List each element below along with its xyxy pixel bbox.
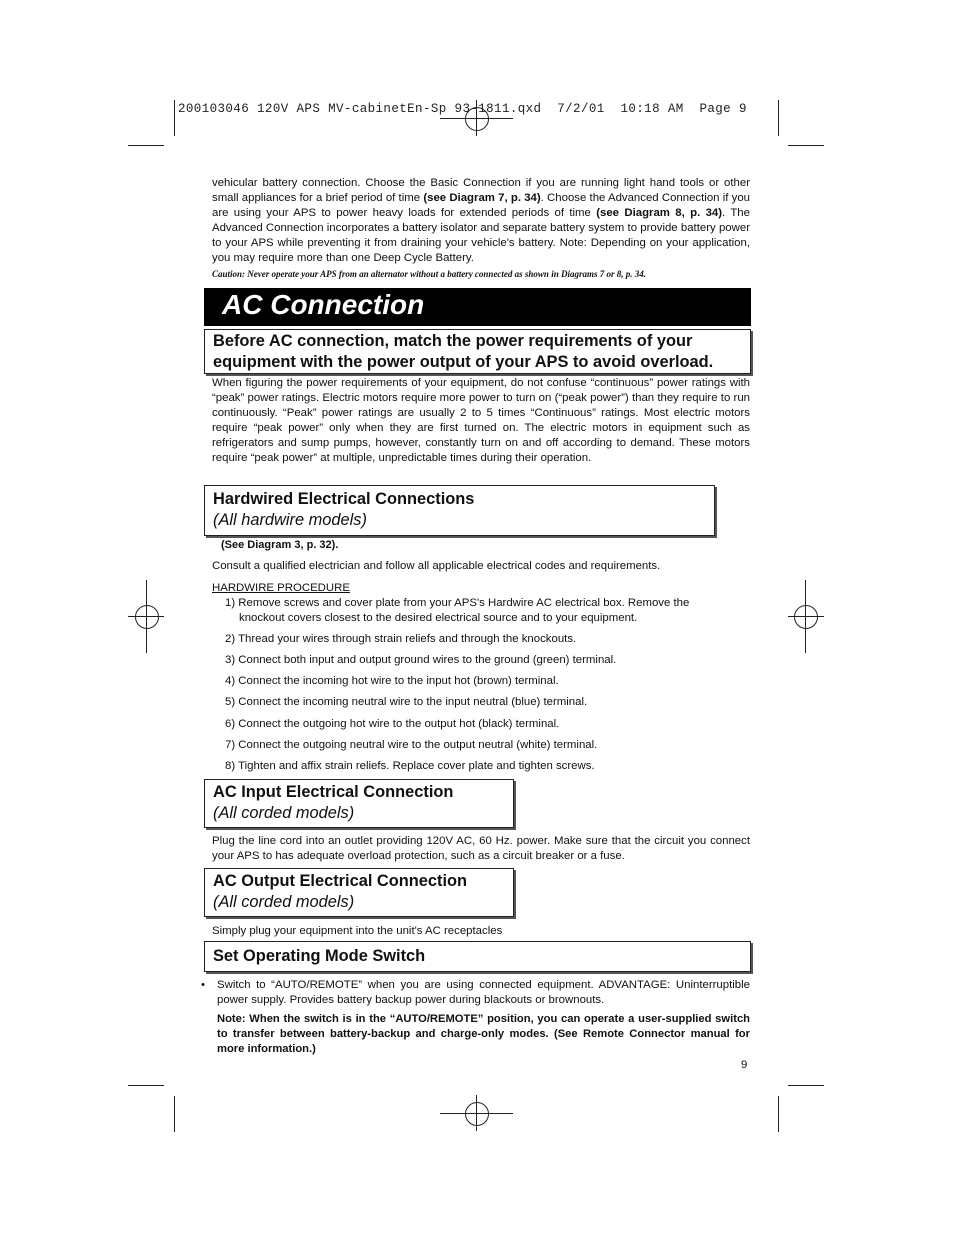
ac-output-heading-box bbox=[204, 868, 514, 917]
power-warning-line-1: Before AC connection, match the power requirements of your bbox=[213, 332, 693, 350]
hardwire-subtitle: (All hardwire models) bbox=[213, 511, 367, 529]
intro-paragraph bbox=[212, 176, 750, 266]
procedure-step: 3) Connect both input and output ground wires to the ground (green) terminal. bbox=[225, 654, 617, 666]
intro-section bbox=[212, 176, 750, 279]
procedure-step: 4) Connect the incoming hot wire to the input hot (brown) terminal. bbox=[225, 675, 559, 687]
power-warning-box bbox=[204, 329, 751, 374]
crop-mark bbox=[128, 1085, 164, 1086]
section-banner bbox=[204, 288, 751, 326]
section-title: AC Connection bbox=[222, 289, 425, 320]
ac-input-heading-box bbox=[204, 779, 514, 828]
crop-mark bbox=[128, 145, 164, 146]
procedure-step: 6) Connect the outgoing hot wire to the output hot (black) terminal. bbox=[225, 718, 560, 730]
registration-circle bbox=[465, 1102, 489, 1126]
ac-output-title: AC Output Electrical Connection bbox=[213, 872, 468, 890]
hardwire-consult-text: Consult a qualified electrician and follow all applicable electrical codes and requirements. bbox=[212, 560, 661, 572]
hardwire-title: Hardwired Electrical Connections bbox=[213, 490, 475, 508]
intro-text-1: vehicular battery connection. Choose the Basic Connection if you are running light hand tools or other small appliances for a brief period of time bbox=[212, 177, 750, 204]
ac-input-section bbox=[212, 834, 750, 864]
ac-output-subtitle: (All corded models) bbox=[213, 893, 355, 911]
intro-ref-diagram-8: (see Diagram 8, p. 34) bbox=[596, 207, 723, 219]
procedure-step-text: knockout covers closest to the desired electrical source and to your equipment. bbox=[239, 612, 638, 624]
procedure-step-text: 1) Remove screws and cover plate from your APS's Hardwire AC electrical box. Remove the bbox=[225, 597, 690, 609]
crop-mark bbox=[174, 100, 175, 136]
ac-output-paragraph: Simply plug your equipment into the unit's AC receptacles bbox=[212, 925, 503, 937]
ac-input-title: AC Input Electrical Connection bbox=[213, 783, 454, 801]
ac-input-paragraph: Plug the line cord into an outlet providing 120V AC, 60 Hz. power. Make sure that the circuit you connect your APS to has adequate overload protection, such as a circuit breaker or a fuse. bbox=[212, 835, 750, 862]
procedure-step: 8) Tighten and affix strain reliefs. Replace cover plate and tighten screws. bbox=[225, 760, 595, 772]
intro-text-2: . Choose the Advanced Connection if you are using your APS to power heavy loads for extended periods of time bbox=[212, 192, 750, 219]
mode-switch-heading-box bbox=[204, 941, 751, 972]
registration-circle bbox=[794, 605, 818, 629]
file-slug: 200103046 120V APS MV-cabinetEn-Sp 93-1811.qxd 7/2/01 10:18 AM Page 9 bbox=[178, 102, 747, 116]
ac-input-subtitle: (All corded models) bbox=[213, 804, 355, 822]
mode-switch-bullet: Switch to “AUTO/REMOTE” when you are using connected equipment. ADVANTAGE: Uninterruptible power supply. Provides battery backup power during blackouts or brownouts. bbox=[217, 979, 750, 1006]
procedure-step: 7) Connect the outgoing neutral wire to the output neutral (white) terminal. bbox=[225, 739, 598, 751]
crop-mark bbox=[778, 100, 779, 136]
crop-mark bbox=[788, 1085, 824, 1086]
intro-text-3: . The Advanced Connection incorporates a battery isolator and separate battery system to provide battery power to your APS while preventing it from draining your vehicle's battery. Note: Depending on your application, you may require more than one Deep Cycle Battery. bbox=[212, 207, 750, 264]
power-paragraph: When figuring the power requirements of your equipment, do not confuse “continuous” power ratings with “peak” power ratings. Electric motors require more power to turn on (“peak power”) than they require to run continuously. “Peak” power ratings are usually 2 to 5 times “Continuous” ratings. Most electric motors require “peak power” only when they are first turned on. The electric motors in equipment such as refrigerators and sump pumps, however, constantly turn on and off according to demand. These motors require “peak power” at multiple, unpredictable times during their operation. bbox=[212, 377, 750, 464]
hardwire-procedure-label: HARDWIRE PROCEDURE bbox=[212, 582, 350, 594]
crop-mark bbox=[778, 1096, 779, 1132]
mode-switch-title: Set Operating Mode Switch bbox=[213, 947, 426, 965]
page-number: 9 bbox=[741, 1059, 748, 1071]
intro-ref-diagram-7: (see Diagram 7, p. 34) bbox=[423, 192, 541, 204]
hardwire-heading-box bbox=[204, 485, 715, 536]
crop-mark bbox=[788, 145, 824, 146]
power-warning-line-2: equipment with the power output of your APS to avoid overload. bbox=[213, 353, 714, 371]
procedure-step bbox=[225, 596, 750, 626]
procedure-step: 2) Thread your wires through strain reliefs and through the knockouts. bbox=[225, 633, 577, 645]
bullet-symbol: • bbox=[201, 979, 205, 991]
power-section bbox=[212, 376, 750, 466]
caution-note: Caution: Never operate your APS from an alternator without a battery connected as shown in Diagrams 7 or 8, p. 34. bbox=[212, 269, 646, 279]
registration-circle bbox=[135, 605, 159, 629]
mode-switch-note: Note: When the switch is in the “AUTO/REMOTE” position, you can operate a user-supplied switch to transfer between battery-backup and charge-only modes. (See Remote Connector manual for more information.) bbox=[217, 1013, 750, 1055]
crop-mark bbox=[174, 1096, 175, 1132]
procedure-step: 5) Connect the incoming neutral wire to the input neutral (blue) terminal. bbox=[225, 696, 588, 708]
hardwire-diagram-ref: (See Diagram 3, p. 32). bbox=[221, 539, 339, 551]
